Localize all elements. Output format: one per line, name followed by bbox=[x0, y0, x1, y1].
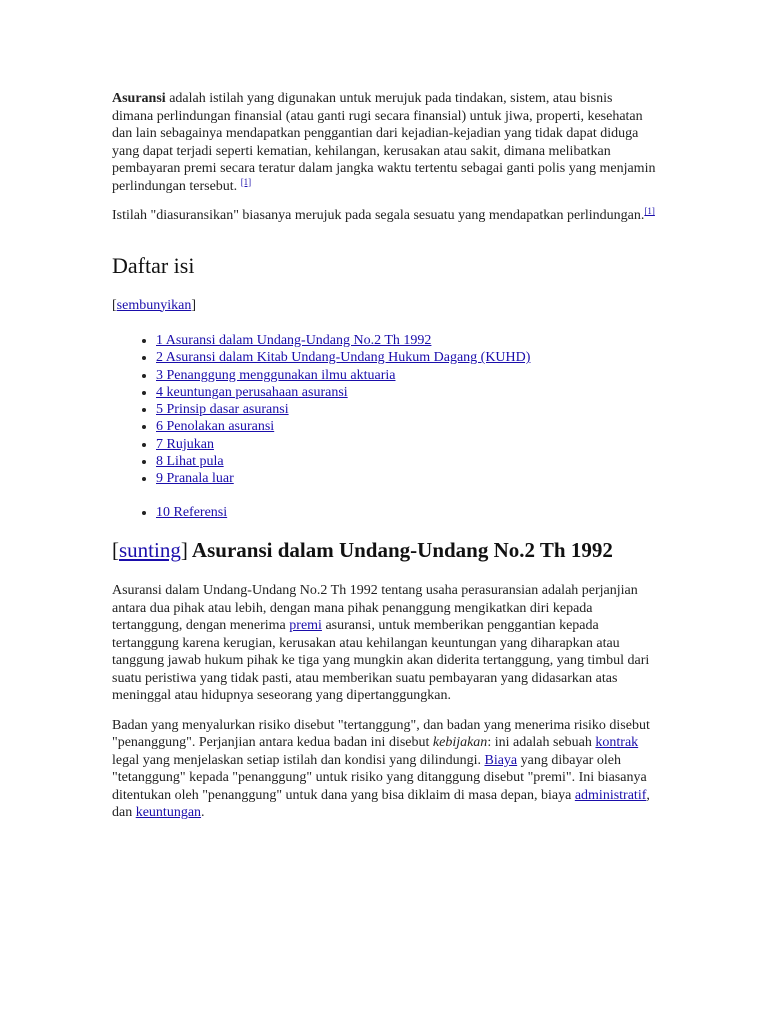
toc-list-item bbox=[156, 384, 657, 401]
edit-bracket-close: ] bbox=[180, 538, 188, 563]
insured-text: Istilah "diasuransikan" biasanya merujuk pada segala sesuatu yang mendapatkan perlindungan. bbox=[112, 208, 645, 223]
edit-section-link[interactable]: sunting bbox=[119, 538, 181, 563]
toc-list-item bbox=[156, 453, 657, 470]
toc-list-extra bbox=[112, 504, 657, 522]
para1-text-a: Asuransi dalam Undang-Undang No.2 Th 1992 tentang usaha perasuransian adalah perjanjian antara dua pihak atau lebih, dengan mana pihak penanggung mengikatkan diri kepada tertanggung, dengan menerima bbox=[112, 583, 638, 634]
premi-link[interactable]: premi bbox=[289, 618, 322, 634]
toc-hide-link[interactable]: sembunyikan bbox=[116, 297, 192, 313]
para2-text-b: : ini adalah sebuah bbox=[487, 735, 596, 751]
toc-list-item bbox=[156, 504, 657, 522]
intro-bold-term: Asuransi bbox=[112, 91, 166, 106]
toc-list-item bbox=[156, 401, 657, 418]
para2-text-f: . bbox=[201, 805, 205, 821]
insured-reference-link[interactable]: [1] bbox=[644, 206, 655, 216]
toc-list-item bbox=[156, 332, 657, 349]
para2-text-d: yang dibayar oleh "tetanggung" kepada "penanggung" untuk risiko yang ditanggung disebut "premi". Ini biasanya ditentukan oleh "penanggung" untuk dana yang bisa diklaim di masa depan, biaya bbox=[112, 752, 647, 803]
intro-text: adalah istilah yang digunakan untuk merujuk pada tindakan, sistem, atau bisnis dimana perlindungan finansial (atau ganti rugi secara finansial) untuk jiwa, properti, kesehatan dan lain sebagainya mendapatkan penggantian dari kejadian-kejadian yang tidak dapat diduga yang dapat terjadi seperti kematian, kehilangan, kerusakan atau sakit, dimana melibatkan pembayaran premi secara teratur dalam jangka waktu tertentu sebagai ganti polis yang menjamin perlindungan tersebut. bbox=[112, 91, 656, 194]
toc-toggle-close: ] bbox=[191, 297, 196, 313]
intro-paragraph bbox=[112, 90, 657, 195]
toc-list-item bbox=[156, 470, 657, 487]
para2-text-a: Badan yang menyalurkan risiko disebut "tertanggung", dan badan yang menerima risiko disebut "penanggung". Perjanjian antara kedua badan ini disebut bbox=[112, 717, 650, 751]
toc-toggle bbox=[112, 297, 657, 315]
section-heading bbox=[112, 537, 657, 564]
para1-text-b: asuransi, untuk memberikan penggantian kepada tertanggung karena kerugian, kerusakan atau kehilangan keuntungan yang diharapkan atau tanggung jawab hukum pihak ke tiga yang mungkin akan diderita tertanggung, yang timbul dari suatu peristiwa yang tidak pasti, atau memberikan suatu pembayaran yang didasarkan atas meninggal atau hidupnya seseorang yang dipertanggungkan. bbox=[112, 618, 650, 704]
toc-title: Daftar isi bbox=[112, 252, 195, 278]
para2-text-e: , dan bbox=[112, 787, 650, 821]
keuntungan-link[interactable]: keuntungan bbox=[135, 805, 202, 821]
kontrak-link[interactable]: kontrak bbox=[595, 735, 639, 751]
toc-toggle-open: [ bbox=[112, 297, 117, 313]
toc-link-4[interactable]: 4 keuntungan perusahaan asuransi bbox=[156, 384, 348, 400]
para2-text-c: legal yang menjelaskan setiap istilah dan kondisi yang dilindungi. bbox=[112, 752, 485, 768]
toc-link-7[interactable]: 7 Rujukan bbox=[156, 436, 214, 452]
toc-list-item bbox=[156, 367, 657, 384]
insured-paragraph bbox=[112, 207, 657, 225]
toc-link-5[interactable]: 5 Prinsip dasar asuransi bbox=[156, 402, 289, 418]
toc-link-10[interactable]: 10 Referensi bbox=[156, 504, 228, 520]
section-paragraph-1 bbox=[112, 582, 657, 705]
toc-list-item bbox=[156, 418, 657, 435]
article-content bbox=[112, 90, 657, 834]
administratif-link[interactable]: administratif bbox=[574, 787, 647, 803]
toc-list bbox=[112, 332, 657, 488]
biaya-link[interactable]: Biaya bbox=[484, 752, 518, 768]
toc-list-item bbox=[156, 349, 657, 366]
toc-link-9[interactable]: 9 Pranala luar bbox=[156, 471, 234, 487]
section-title: Asuransi dalam Undang-Undang No.2 Th 1992 bbox=[187, 538, 613, 563]
toc-list-item bbox=[156, 436, 657, 453]
toc-link-1[interactable]: 1 Asuransi dalam Undang-Undang No.2 Th 1992 bbox=[156, 333, 432, 348]
section-paragraph-2 bbox=[112, 717, 657, 822]
kebijakan-term: kebijakan bbox=[432, 735, 488, 751]
edit-bracket-open: [ bbox=[112, 538, 119, 563]
toc-link-6[interactable]: 6 Penolakan asuransi bbox=[156, 419, 275, 435]
toc-link-2[interactable]: 2 Asuransi dalam Kitab Undang-Undang Hukum Dagang (KUHD) bbox=[156, 350, 531, 366]
toc-link-8[interactable]: 8 Lihat pula bbox=[156, 454, 224, 470]
toc-link-3[interactable]: 3 Penanggung menggunakan ilmu aktuaria bbox=[156, 367, 396, 383]
intro-reference-link[interactable]: [1] bbox=[240, 176, 252, 187]
